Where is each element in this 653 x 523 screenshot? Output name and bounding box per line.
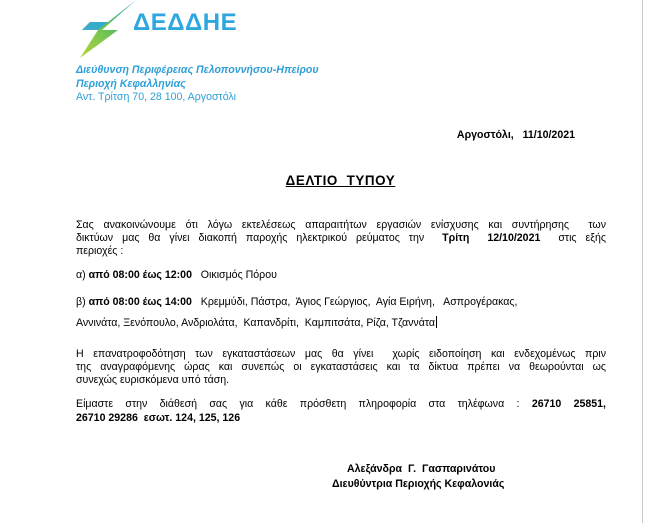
signatory-role: Διευθύντρια Περιοχής Κεφαλονιάς xyxy=(332,478,505,490)
contact-line-2: 26710 29286 εσωτ. 124, 125, 126 xyxy=(76,412,241,424)
intro-line-3: περιοχές : xyxy=(76,245,124,257)
item-b-areas-2: Αννινάτα, Ξενόπουλο, Ανδριολάτα, Καπανδρίτι, Καμπιτσάτα, Ρίζα, Τζαννάτα xyxy=(76,317,435,329)
contact-text: Είμαστε στην διάθεσή σας για κάθε πρόσθετη πληροφορία στα τηλέφωνα : xyxy=(76,398,532,410)
item-a-prefix: α) xyxy=(76,269,89,281)
intro-line-2 xyxy=(76,232,606,244)
outage-date: Τρίτη 12/10/2021 xyxy=(442,232,541,244)
sender-address: Αντ. Τρίτση 70, 28 100, Αργοστόλι xyxy=(76,91,237,103)
item-a-time: από 08:00 έως 12:00 xyxy=(88,269,192,281)
item-b-areas-1: Κρεμμύδι, Πάστρα, Άγιος Γεώργιος, Αγία Ειρήνη, Ασπρογέρακας, xyxy=(191,296,518,308)
item-b-prefix: β) xyxy=(76,296,89,308)
item-a-areas: Οικισμός Πόρου xyxy=(191,269,277,281)
document-title-text: ΔΕΛΤΙΟ ΤΥΠΟΥ xyxy=(285,173,396,188)
page-edge-divider xyxy=(642,0,643,523)
date-place: Αργοστόλι, xyxy=(456,129,514,141)
sender-directorate: Διεύθυνση Περιφέρειας Πελοποννήσου-Ηπείρου xyxy=(76,64,319,76)
date-line xyxy=(457,129,575,141)
contact-phone-1: 26710 25851, xyxy=(531,398,606,410)
intro-line-1: Σας ανακοινώνουμε ότι λόγω εκτελέσεως απαραιτήτων εργασιών ενίσχυσης και συντήρησης των xyxy=(76,219,606,231)
intro-line-2-end: στις εξής xyxy=(540,232,606,244)
outage-item-b-cont xyxy=(76,316,437,329)
deddie-logo-icon xyxy=(78,0,140,58)
sender-area: Περιοχή Κεφαλληνίας xyxy=(76,78,186,90)
contact-line-1 xyxy=(76,398,606,410)
restore-line-3: συνεχώς ευρισκόμενα υπό τάση. xyxy=(76,374,230,386)
signatory-name: Αλεξάνδρα Γ. Γασπαρινάτου xyxy=(347,463,496,475)
restore-line-1: Η επανατροφοδότηση των εγκαταστάσεων μας θα γίνει χωρίς ειδοποίηση και ενδεχομένως πριν xyxy=(76,348,606,360)
outage-item-b xyxy=(76,296,517,308)
date-value: 11/10/2021 xyxy=(522,129,575,141)
logo-wordmark: ΔΕΔΔΗΕ xyxy=(133,9,238,36)
outage-item-a xyxy=(76,269,277,281)
document-title xyxy=(0,173,653,188)
intro-line-2-text: δικτύων μας θα γίνει διακοπή παροχής ηλεκτρικού ρεύματος την xyxy=(76,232,443,244)
restore-line-2: της αναγραφόμενης ώρας και συνεπώς οι εγκαταστάσεις και τα δίκτυα πρέπει να θεωρούνται ως xyxy=(76,361,606,373)
item-b-time: από 08:00 έως 14:00 xyxy=(88,296,192,308)
text-cursor xyxy=(436,316,437,328)
